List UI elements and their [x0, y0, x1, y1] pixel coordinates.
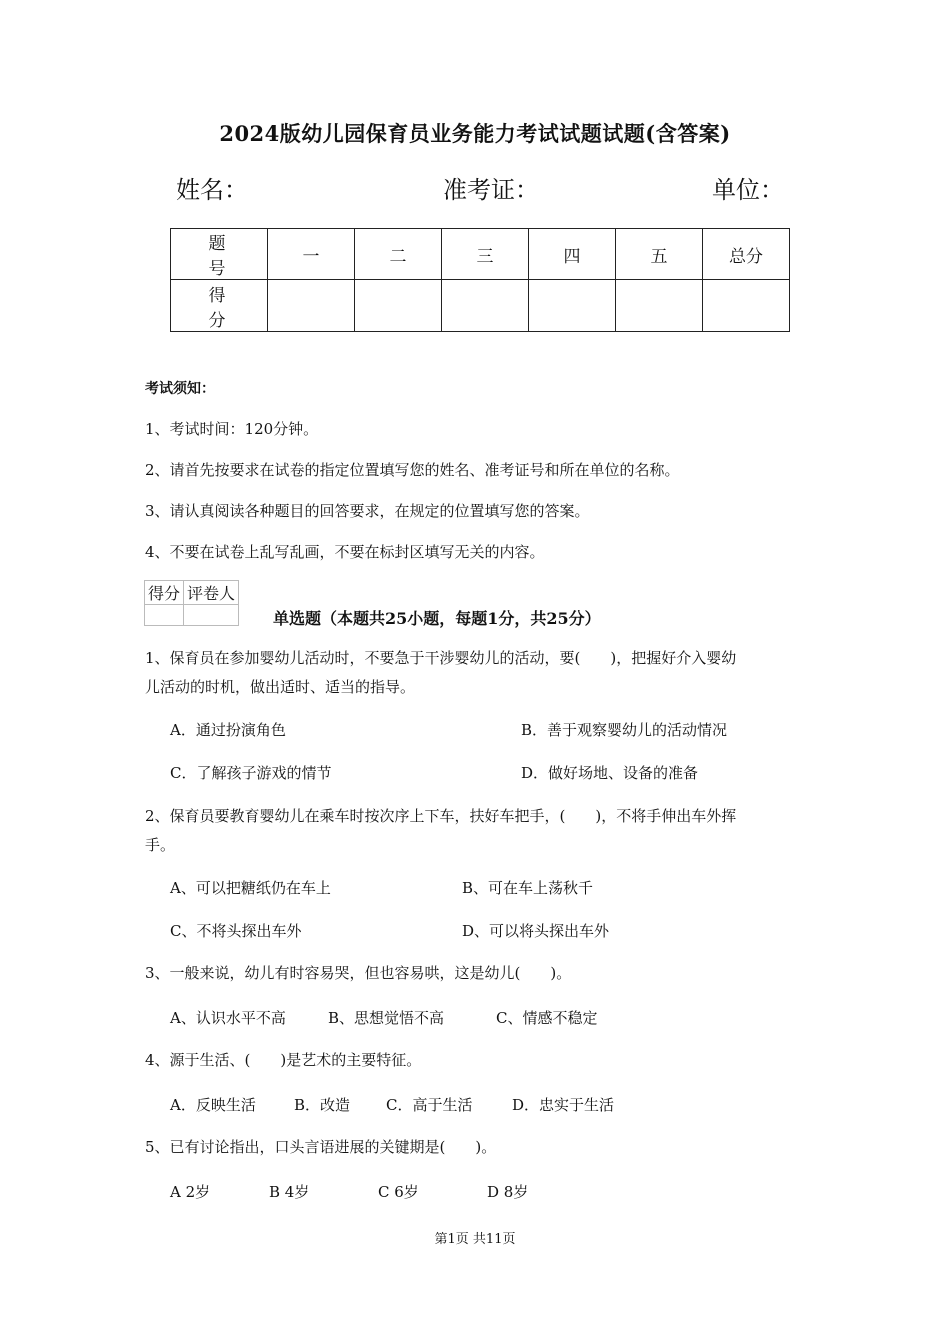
score-table: [170, 228, 790, 332]
question-stem: 3、一般来说，幼儿有时容易哭，但也容易哄，这是幼儿( )。: [145, 964, 572, 982]
grader-table: [144, 580, 239, 626]
section-title: 单选题（本题共25小题，每题1分，共25分）: [273, 609, 601, 628]
option[interactable]: C、不将头探出车外: [170, 922, 302, 940]
grader-reviewer-label: 评卷人: [184, 581, 239, 605]
option[interactable]: A、认识水平不高: [170, 1009, 286, 1027]
option[interactable]: B、可在车上荡秋千: [462, 879, 594, 897]
score-header-cell: 一: [268, 229, 355, 280]
question-stem: 2、保育员要教育婴幼儿在乘车时按次序上下车，扶好车把手，( )，不将手伸出车外挥: [145, 807, 737, 825]
option[interactable]: D、可以将头探出车外: [462, 922, 610, 940]
score-table-score-row: [171, 280, 790, 332]
question-stem: 儿活动的时机，做出适时、适当的指导。: [145, 678, 416, 696]
exam-number-label: 准考证：: [443, 176, 539, 204]
option[interactable]: A．反映生活: [170, 1096, 256, 1114]
page-footer: 第1页 共11页: [434, 1232, 516, 1247]
notice-item: 2、请首先按要求在试卷的指定位置填写您的姓名、准考证号和所在单位的名称。: [145, 461, 680, 479]
option[interactable]: B．改造: [294, 1096, 351, 1114]
question-stem: 手。: [145, 836, 176, 854]
score-cell[interactable]: [616, 280, 703, 332]
score-cell[interactable]: [268, 280, 355, 332]
notice-item: 1、考试时间：120分钟。: [145, 420, 319, 438]
option[interactable]: D．做好场地、设备的准备: [521, 764, 699, 782]
option[interactable]: A、可以把糖纸仍在车上: [170, 879, 331, 897]
option[interactable]: C 6岁: [378, 1183, 419, 1201]
score-cell[interactable]: [703, 280, 790, 332]
option[interactable]: B、思想觉悟不高: [328, 1009, 445, 1027]
score-header-cell: 总分: [703, 229, 790, 280]
option[interactable]: A 2岁: [170, 1183, 211, 1201]
notice-item: 3、请认真阅读各种题目的回答要求，在规定的位置填写您的答案。: [145, 502, 590, 520]
option[interactable]: D 8岁: [487, 1183, 529, 1201]
score-table-header-row: [171, 229, 790, 280]
notice-item: 4、不要在试卷上乱写乱画，不要在标封区填写无关的内容。: [145, 543, 545, 561]
score-cell[interactable]: [355, 280, 442, 332]
name-label: 姓名：: [176, 176, 248, 204]
option[interactable]: D．忠实于生活: [512, 1096, 615, 1114]
score-header-cell: 五: [616, 229, 703, 280]
question-stem: 1、保育员在参加婴幼儿活动时，不要急于干涉婴幼儿的活动，要( )，把握好介入婴幼: [145, 649, 737, 667]
option[interactable]: C．高于生活: [386, 1096, 473, 1114]
score-row-label: 得 分: [171, 280, 268, 332]
notice-heading: 考试须知：: [145, 381, 215, 397]
question-stem: 5、已有讨论指出，口头言语进展的关键期是( )。: [145, 1138, 497, 1156]
unit-label: 单位：: [712, 176, 784, 204]
option[interactable]: B 4岁: [269, 1183, 310, 1201]
option[interactable]: C．了解孩子游戏的情节: [170, 764, 332, 782]
option[interactable]: C、情感不稳定: [496, 1009, 598, 1027]
grader-reviewer-cell[interactable]: [184, 605, 239, 626]
page-title: 2024版幼儿园保育员业务能力考试试题试题(含答案): [219, 121, 731, 146]
option[interactable]: A．通过扮演角色: [170, 721, 286, 739]
option[interactable]: B．善于观察婴幼儿的活动情况: [521, 721, 728, 739]
score-header-cell: 四: [529, 229, 616, 280]
score-header-cell: 三: [442, 229, 529, 280]
score-cell[interactable]: [529, 280, 616, 332]
score-header-cell: 二: [355, 229, 442, 280]
score-header-cell: 题 号: [171, 229, 268, 280]
grader-score-label: 得分: [145, 581, 184, 605]
grader-score-cell[interactable]: [145, 605, 184, 626]
score-cell[interactable]: [442, 280, 529, 332]
question-stem: 4、源于生活、( )是艺术的主要特征。: [145, 1051, 422, 1069]
